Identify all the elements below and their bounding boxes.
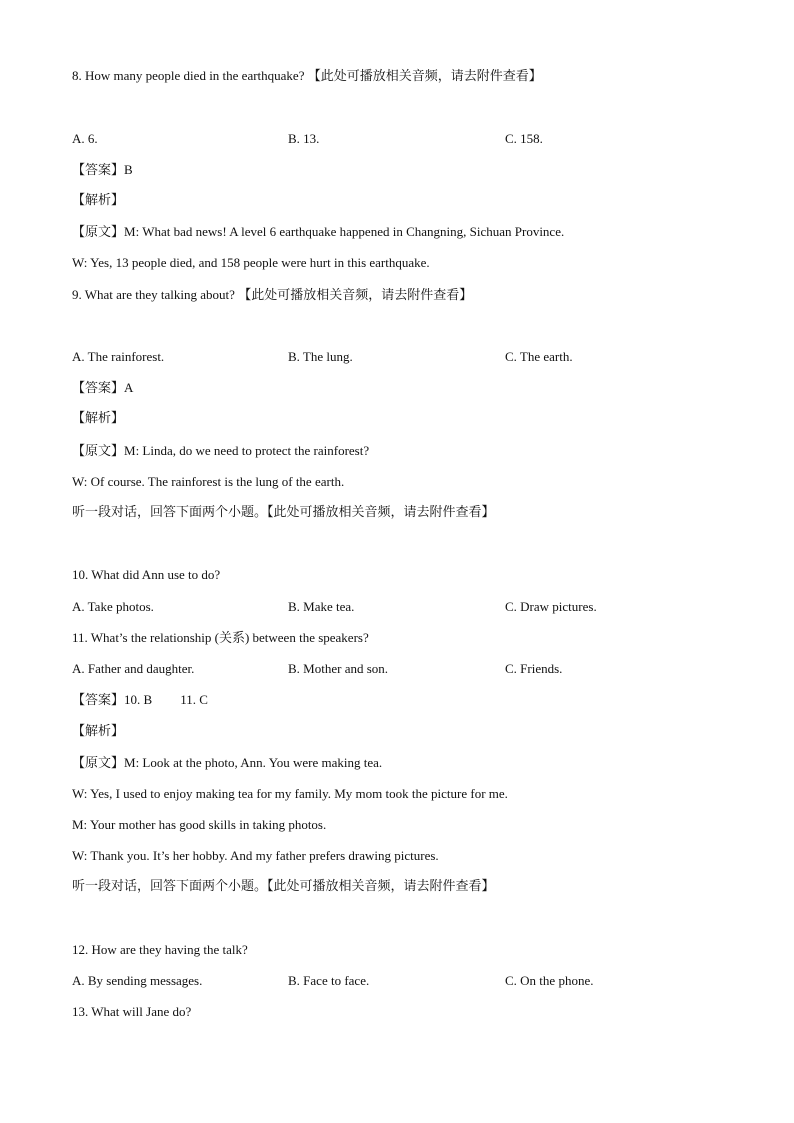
q9-script-tag: 【原文】 [72,444,125,459]
q9-analysis-tag: 【解析】 [72,411,125,426]
q8-answer-value: B [124,162,133,177]
q11-answer-value: 11. C [180,692,208,707]
q8-audio-note[interactable]: 【此处可播放相关音频，请去附件查看】 [307,69,542,84]
section-1-instruction[interactable]: 听一段对话，回答下面两个小题。【此处可播放相关音频，请去附件查看】 [72,505,495,520]
q10-11-script-line-1 [72,754,382,773]
q8-script-line-1 [72,223,564,242]
q9-option-b: B. The lung. [288,349,353,364]
q12-option-a: A. By sending messages. [72,973,203,988]
q8-script-text-1: M: What bad news! A level 6 earthquake happened in Changning, Sichuan Province. [124,224,565,239]
q9-script-line-2: W: Of course. The rainforest is the lung of the earth. [72,474,345,489]
q9-option-a: A. The rainforest. [72,349,165,364]
q8-answer-tag: 【答案】 [72,163,125,178]
q10-11-answer [72,691,208,710]
q9-question [72,286,472,305]
q8-script-tag: 【原文】 [72,225,125,240]
q9-answer-value: A [124,380,134,395]
q11-question: 11. What’s the relationship (关系) between the speakers? [72,630,369,645]
q8-option-b: B. 13. [288,131,320,146]
section-2-instruction[interactable]: 听一段对话，回答下面两个小题。【此处可播放相关音频，请去附件查看】 [72,879,495,894]
q10-11-script-tag: 【原文】 [72,756,125,771]
q8-question-text: 8. How many people died in the earthquake? [72,68,305,83]
q9-option-c: C. The earth. [505,349,573,364]
q10-answer-value: 10. B [124,692,153,707]
q8-answer [72,161,133,180]
q8-question [72,67,542,86]
q9-answer [72,379,133,398]
q10-11-script-line-2: W: Yes, I used to enjoy making tea for my family. My mom took the picture for me. [72,786,508,801]
q11-option-b: B. Mother and son. [288,661,389,676]
q10-11-answer-tag: 【答案】 [72,693,125,708]
q11-option-c: C. Friends. [505,661,563,676]
q10-11-script-line-3: M: Your mother has good skills in taking photos. [72,817,327,832]
q11-option-a: A. Father and daughter. [72,661,195,676]
q9-script-text-1: M: Linda, do we need to protect the rainforest? [124,443,370,458]
q9-audio-note[interactable]: 【此处可播放相关音频，请去附件查看】 [238,288,473,303]
q10-11-script-text-1: M: Look at the photo, Ann. You were making tea. [124,755,383,770]
q10-11-script-line-4: W: Thank you. It’s her hobby. And my father prefers drawing pictures. [72,848,439,863]
q8-script-line-2: W: Yes, 13 people died, and 158 people were hurt in this earthquake. [72,255,430,270]
q10-option-c: C. Draw pictures. [505,599,597,614]
q8-analysis-tag: 【解析】 [72,193,125,208]
q9-script-line-1 [72,442,369,461]
q12-question: 12. How are they having the talk? [72,942,248,957]
q10-11-analysis-tag: 【解析】 [72,724,125,739]
q8-option-c: C. 158. [505,131,543,146]
q10-option-b: B. Make tea. [288,599,355,614]
q12-option-b: B. Face to face. [288,973,370,988]
q9-question-text: 9. What are they talking about? [72,287,235,302]
q9-answer-tag: 【答案】 [72,381,125,396]
q12-option-c: C. On the phone. [505,973,594,988]
q8-option-a: A. 6. [72,131,98,146]
q13-question: 13. What will Jane do? [72,1004,192,1019]
q10-question: 10. What did Ann use to do? [72,567,221,582]
q10-option-a: A. Take photos. [72,599,154,614]
